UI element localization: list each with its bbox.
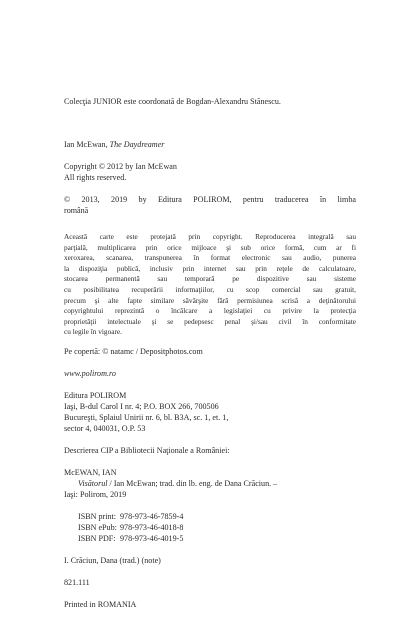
cip-title: Visătorul [78, 479, 108, 488]
legal-line: cu legile în vigoare. [64, 327, 122, 337]
isbn-print: ISBN print: 978-973-46-7859-4 [78, 512, 184, 521]
copyright-line: Copyright © 2012 by Ian McEwan [64, 162, 177, 171]
website: www.polirom.ro [64, 369, 116, 378]
publisher-address [64, 390, 356, 434]
isbn-list [64, 511, 370, 544]
legal-line: Această carte este protejată prin copyright. Reproducerea integrală sau [64, 232, 356, 241]
address-line: Bucureşti, Splaiul Unirii nr. 6, bl. B3A, sc. 1, et. 1, [64, 413, 229, 422]
cip-record [64, 467, 356, 500]
legal-line: copyrightului reprezintă o încălcare a legislaţiei cu privire la protecţia [64, 306, 356, 316]
cover-credit: Pe copertă: © natamc / Depositphotos.com [64, 347, 203, 356]
isbn-pdf: ISBN PDF: 978-973-46-4019-5 [78, 534, 184, 543]
address-line: Iaşi, B-dul Carol I nr. 4; P.O. BOX 266, 700506 [64, 402, 219, 411]
cip-title-line: Visătorul / Ian McEwan; trad. din lb. eng. de Dana Crăciun. – [78, 479, 278, 488]
legal-line: xeroxarea, scanarea, transpunerea în format electronic sau audio, punerea [64, 253, 356, 263]
cip-imprint: Iaşi: Polirom, 2019 [64, 490, 127, 499]
printed-in: Printed in ROMANIA [64, 600, 137, 609]
cip-header: Descrierea CIP a Bibliotecii Naţionale a României: [64, 446, 230, 455]
publisher-name: Editura POLIROM [64, 391, 127, 400]
legal-line: parţială, multiplicarea prin orice mijloace şi sub orice formă, cum ar fi [64, 242, 356, 252]
address-line: sector 4, 040031, O.P. 53 [64, 424, 146, 433]
legal-line: cu posibilitatea recuperării informaţiilor, cu scop comercial sau gratuit, [64, 284, 356, 294]
udc-code: 821.111 [64, 578, 90, 587]
copyright-translation: © 2013, 2019 by Editura POLIROM, pentru traducerea în limba română [64, 195, 356, 215]
series-note: Colecţia JUNIOR este coordonată de Bogdan-Alexandru Stănescu. [64, 97, 281, 106]
author-title [64, 139, 356, 150]
legal-notice [64, 232, 356, 338]
legal-line: proprietăţii intelectuale şi se pedepsesc penal şi/sau civil în conformitate [64, 316, 356, 326]
cip-author: McEWAN, IAN [64, 468, 117, 477]
original-title: The Daydreamer [109, 140, 165, 149]
legal-line: la dispoziţia publică, inclusiv prin internet sau prin reţele de calculatoare, [64, 263, 356, 273]
copyright-original [64, 161, 356, 183]
rights-line: All rights reserved. [64, 173, 127, 182]
author-name: Ian McEwan, [64, 140, 110, 149]
legal-line: precum şi alte fapte similare săvârşite fără permisiunea scrisă a deţinătorului [64, 295, 356, 305]
isbn-epub: ISBN ePub: 978-973-46-4018-8 [78, 523, 184, 532]
translator-entry: I. Crăciun, Dana (trad.) (note) [64, 556, 161, 565]
legal-line: stocarea permanentă sau temporară pe dispozitive sau sisteme [64, 274, 356, 284]
